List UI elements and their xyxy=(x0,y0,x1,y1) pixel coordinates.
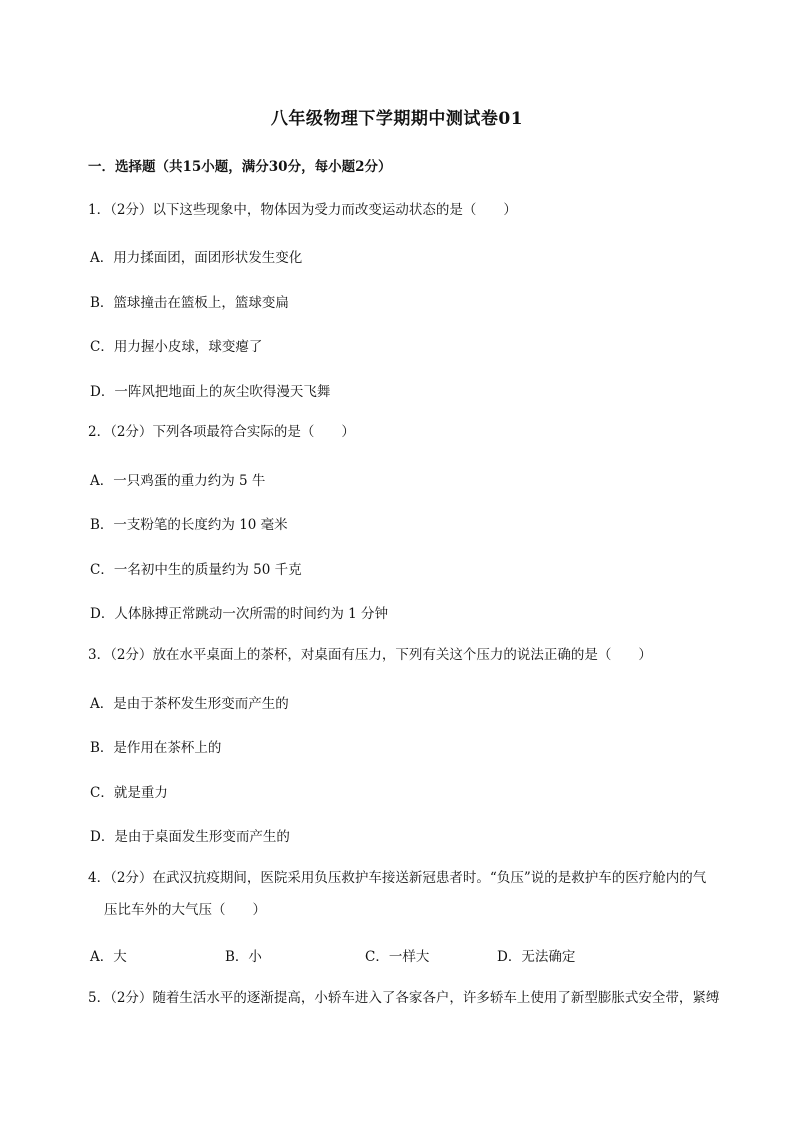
question-number: 1． xyxy=(88,202,111,218)
option-text: 大 xyxy=(113,949,127,965)
question-stem: 下列各项最符合实际的是（ ） xyxy=(152,424,355,440)
option-4b xyxy=(225,945,262,965)
option-letter: B． xyxy=(225,949,249,965)
option-3c xyxy=(90,781,168,801)
option-letter: D． xyxy=(90,606,115,622)
option-text: 无法确定 xyxy=(521,949,576,965)
option-letter: B． xyxy=(90,517,114,533)
option-2b xyxy=(90,513,288,533)
option-1b xyxy=(90,291,289,311)
option-letter: D． xyxy=(90,384,115,400)
option-letter: B． xyxy=(90,740,114,756)
option-3d xyxy=(90,825,290,845)
question-points: （2分） xyxy=(110,424,153,440)
question-stem: 随着生活水平的逐渐提高，小轿车进入了各家各户，许多轿车上使用了新型膨胀式安全带，紧缚 xyxy=(152,990,720,1006)
option-2c xyxy=(90,558,302,578)
option-1a xyxy=(90,246,302,266)
option-text: 人体脉搏正常跳动一次所需的时间约为 1 分钟 xyxy=(114,606,388,622)
option-text: 是作用在茶杯上的 xyxy=(113,740,222,756)
option-text: 一样大 xyxy=(388,949,430,965)
option-2a xyxy=(90,469,265,489)
question-4-stem-continued: 压比车外的大气压（ ） xyxy=(104,902,266,918)
option-letter: B． xyxy=(90,295,114,311)
option-letter: D． xyxy=(90,829,115,845)
option-letter: C． xyxy=(90,339,114,355)
option-1c xyxy=(90,335,262,355)
question-3 xyxy=(88,644,748,666)
question-1 xyxy=(88,199,748,221)
option-text: 一支粉笔的长度约为 10 毫米 xyxy=(113,517,288,533)
option-text: 用力握小皮球，球变瘪了 xyxy=(113,339,263,355)
option-letter: C． xyxy=(365,949,389,965)
option-text: 篮球撞击在篮板上，篮球变扁 xyxy=(113,295,289,311)
option-3a xyxy=(90,692,289,712)
option-text: 就是重力 xyxy=(113,785,168,801)
option-letter: A． xyxy=(90,696,114,712)
question-stem: 以下这些现象中，物体因为受力而改变运动状态的是（ ） xyxy=(152,202,517,218)
question-number: 5． xyxy=(88,990,111,1006)
option-3b xyxy=(90,736,221,756)
option-letter: D． xyxy=(497,949,522,965)
option-4c xyxy=(365,945,429,965)
page-title: 八年级物理下学期期中测试卷01 xyxy=(270,109,524,129)
question-2 xyxy=(88,421,748,443)
option-text: 用力揉面团，面团形状发生变化 xyxy=(113,250,303,266)
question-points: （2分） xyxy=(110,870,153,886)
question-number: 2． xyxy=(88,424,111,440)
option-letter: A． xyxy=(90,473,114,489)
question-stem: 在武汉抗疫期间，医院采用负压救护车接送新冠患者时。“负压”说的是救护车的医疗舱内的气 xyxy=(152,870,707,886)
option-text: 小 xyxy=(248,949,262,965)
question-stem: 放在水平桌面上的茶杯，对桌面有压力，下列有关这个压力的说法正确的是（ ） xyxy=(152,647,652,663)
option-text: 一名初中生的质量约为 50 千克 xyxy=(113,562,302,578)
option-2d xyxy=(90,602,388,622)
option-letter: A． xyxy=(90,949,114,965)
option-4a xyxy=(90,945,127,965)
question-number: 4． xyxy=(88,870,111,886)
question-points: （2分） xyxy=(110,647,153,663)
option-text: 一只鸡蛋的重力约为 5 牛 xyxy=(113,473,266,489)
question-number: 3． xyxy=(88,647,111,663)
option-text: 一阵风把地面上的灰尘吹得漫天飞舞 xyxy=(114,384,331,400)
option-text: 是由于茶杯发生形变而产生的 xyxy=(113,696,289,712)
option-text: 是由于桌面发生形变而产生的 xyxy=(114,829,290,845)
option-letter: C． xyxy=(90,785,114,801)
option-letter: A． xyxy=(90,250,114,266)
option-1d xyxy=(90,380,330,400)
question-points: （2分） xyxy=(110,202,153,218)
section-heading: 一．选择题（共15小题，满分30分，每小题2分） xyxy=(88,159,392,175)
option-4d xyxy=(497,945,575,965)
question-points: （2分） xyxy=(110,990,153,1006)
question-4 xyxy=(88,867,748,889)
question-5 xyxy=(88,987,748,1009)
option-letter: C． xyxy=(90,562,114,578)
